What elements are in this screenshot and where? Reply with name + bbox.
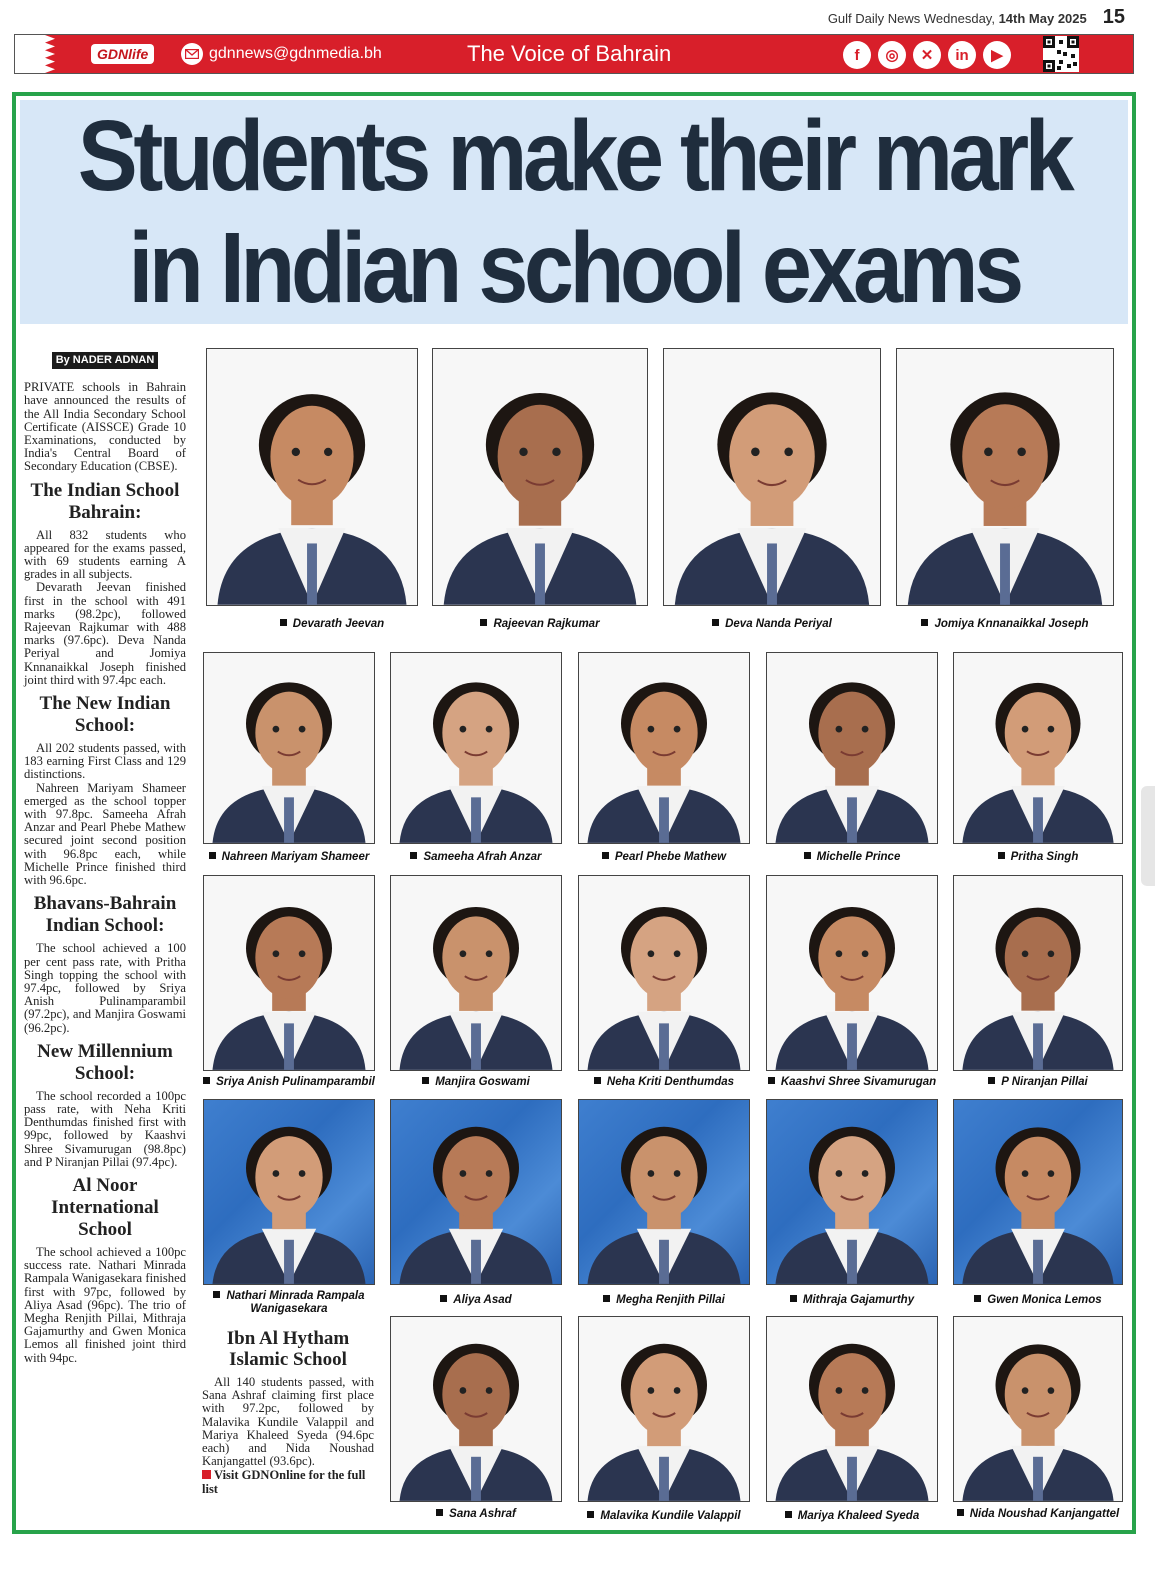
photo-caption: Sriya Anish Pulinamparambil <box>203 1076 375 1089</box>
social-icons <box>843 41 1011 69</box>
student-photo <box>390 1099 562 1285</box>
article-body <box>24 352 186 1365</box>
tagline: The Voice of Bahrain <box>467 41 672 66</box>
portrait-figure <box>579 1100 749 1284</box>
facebook-icon[interactable]: f <box>843 41 871 69</box>
headline-box <box>20 100 1128 324</box>
photo-caption: Nida Noushad Kanjangattel <box>953 1508 1123 1521</box>
section-heading: Bhavans-Bahrain Indian School: <box>33 893 177 937</box>
publication-date: Gulf Daily News Wednesday, 14th May 2025 <box>827 11 1087 26</box>
photo-caption: P Niranjan Pillai <box>953 1076 1123 1089</box>
photo-caption: Neha Kriti Denthumdas <box>578 1076 750 1089</box>
photo-caption: Gwen Monica Lemos <box>953 1294 1123 1307</box>
student-photo <box>578 652 750 844</box>
portrait-figure <box>767 1317 937 1501</box>
section-heading: The Indian School Bahrain: <box>30 479 180 523</box>
page-number: 15 <box>1102 6 1125 28</box>
photo-caption: Kaashvi Shree Sivamurugan <box>766 1076 938 1089</box>
student-photo <box>766 652 938 844</box>
paragraph: Nahreen Mariyam Shameer emerged as the school topper with 97.8pc. Sameeha Afrah Anzar and Pearl Phebe Mathew secured joint second position with 96.8pc each, while Michelle Prince finished third with 96.6pc. <box>24 780 186 888</box>
portrait-figure <box>954 876 1122 1070</box>
portrait-figure <box>207 349 417 605</box>
paragraph: All 202 students passed, with 183 earning First Class and 129 distinctions. <box>24 741 186 782</box>
student-photo <box>663 348 881 606</box>
photo-caption: Devarath Jeevan <box>226 618 438 631</box>
student-photo <box>953 1316 1123 1502</box>
portrait-figure <box>391 653 561 843</box>
student-photo <box>203 1099 375 1285</box>
portrait-figure <box>664 349 880 605</box>
photo-caption: Michelle Prince <box>766 851 938 864</box>
portrait-figure <box>954 1100 1122 1284</box>
intro-paragraph: PRIVATE schools in Bahrain have announced the results of the All India Secondary School Certificate (AISSCE) Grade 10 Examinations, conducted by India's Central Board of Secondary Education (CBSE). <box>24 380 186 474</box>
section-heading: The New Indian School: <box>39 693 171 737</box>
side-scroll-tab[interactable] <box>1141 786 1155 886</box>
headline: Students make their mark in Indian school exams <box>77 100 1071 324</box>
portrait-figure <box>579 653 749 843</box>
linkedin-icon[interactable]: in <box>948 41 976 69</box>
student-photo <box>203 652 375 844</box>
portrait-figure <box>897 349 1113 605</box>
instagram-icon[interactable]: ◎ <box>878 41 906 69</box>
paragraph: All 832 students who appeared for the exams passed, with 69 students earning A grades in all subjects. <box>24 527 186 582</box>
student-photo <box>953 875 1123 1071</box>
mail-icon <box>181 43 203 65</box>
photo-caption: Megha Renjith Pillai <box>578 1294 750 1307</box>
student-photo <box>766 1316 938 1502</box>
qr-code-icon[interactable] <box>1043 36 1079 72</box>
visit-link[interactable]: Visit GDNOnline for the full list <box>202 1468 366 1496</box>
section-heading: Al Noor International School <box>51 1174 159 1240</box>
portrait-figure <box>767 876 937 1070</box>
student-photo <box>390 652 562 844</box>
section-heading: Ibn Al Hytham Islamic School <box>226 1328 350 1370</box>
x-icon[interactable]: ✕ <box>913 41 941 69</box>
student-photo <box>953 1099 1123 1285</box>
paragraph: The school achieved a 100pc success rate. Nathari Minrada Rampala Wanigasekara finished first with 97pc, followed by Aliya Asad (96pc). The trio of Megha Renjith Pillai, Mithraja Gajamurthy and Gwen Monica Lemos all finished joint third with 94pc. <box>24 1244 186 1365</box>
portrait-figure <box>579 876 749 1070</box>
portrait-figure <box>391 876 561 1070</box>
photo-caption: Sana Ashraf <box>390 1508 562 1521</box>
section-heading: New Millennium School: <box>37 1040 173 1084</box>
student-photo <box>953 652 1123 844</box>
email-link[interactable] <box>181 43 382 65</box>
student-photo <box>390 875 562 1071</box>
student-photo <box>766 1099 938 1285</box>
paragraph: All 140 students passed, with Sana Ashraf claiming first place with 97.2pc, followed by Malavika Kundile Valappil and Mariya Khaleed Syeda (94.6pc each) and Nida Noushad Kanjangattel (93.6pc). <box>202 1375 374 1469</box>
photo-caption: Nathari Minrada Rampala Wanigasekara <box>203 1290 375 1316</box>
portrait-figure <box>391 1100 561 1284</box>
photo-caption: Manjira Goswami <box>390 1076 562 1089</box>
student-photo <box>578 875 750 1071</box>
paragraph: The school achieved a 100 per cent pass rate, with Pritha Singh topping the school with 97.4pc, followed by Sriya Anish Pulinamparambil (97.2pc), and Manjira Goswami (96.2pc). <box>24 941 186 1035</box>
youtube-icon[interactable]: ▶ <box>983 41 1011 69</box>
bahrain-flag-icon <box>15 35 61 73</box>
photo-caption: Rajeevan Rajkumar <box>432 618 648 631</box>
portrait-figure <box>767 1100 937 1284</box>
student-photo <box>578 1099 750 1285</box>
photo-caption: Jomiya Knnanaikkal Joseph <box>896 618 1114 631</box>
photo-caption: Pearl Phebe Mathew <box>578 851 750 864</box>
paragraph: Devarath Jeevan finished first in the school with 491 marks (98.2pc), followed Rajeevan Rajkumar with 488 marks (97.6pc). Deva Nanda Periyal and Jomiya Knnanaikkal Joseph finished joint third with 97.4pc each. <box>24 580 186 687</box>
portrait-figure <box>391 1317 561 1501</box>
student-photo <box>578 1316 750 1502</box>
ibn-al-hytham-section <box>202 1328 374 1496</box>
student-photo <box>766 875 938 1071</box>
page-header <box>828 6 1125 29</box>
portrait-figure <box>954 1317 1122 1501</box>
student-photo <box>203 875 375 1071</box>
student-photo <box>432 348 648 606</box>
photo-caption: Nahreen Mariyam Shameer <box>203 851 375 864</box>
email-address: gdnnews@gdnmedia.bh <box>209 45 382 62</box>
photo-caption: Aliya Asad <box>390 1294 562 1307</box>
portrait-figure <box>204 1100 374 1284</box>
photo-caption: Malavika Kundile Valappil <box>578 1510 750 1523</box>
student-photo <box>390 1316 562 1502</box>
photo-caption: Pritha Singh <box>953 851 1123 864</box>
byline: By NADER ADNAN <box>52 352 158 369</box>
red-banner <box>14 34 1134 74</box>
portrait-figure <box>767 653 937 843</box>
portrait-figure <box>204 876 374 1070</box>
portrait-figure <box>204 653 374 843</box>
photo-caption: Deva Nanda Periyal <box>663 618 881 631</box>
paragraph: The school recorded a 100pc pass rate, with Neha Kriti Denthumdas finished first with 99pc, followed by Kaashvi Shree Sivamurugan (98.8pc) and P Niranjan Pillai (97.4pc). <box>24 1088 186 1169</box>
photo-caption: Sameeha Afrah Anzar <box>390 851 562 864</box>
photo-caption: Mariya Khaleed Syeda <box>766 1510 938 1523</box>
portrait-figure <box>433 349 647 605</box>
portrait-figure <box>579 1317 749 1501</box>
student-photo <box>896 348 1114 606</box>
portrait-figure <box>954 653 1122 843</box>
gdn-life-logo[interactable]: GDNlife <box>91 44 154 64</box>
photo-caption: Mithraja Gajamurthy <box>766 1294 938 1307</box>
student-photo <box>206 348 418 606</box>
